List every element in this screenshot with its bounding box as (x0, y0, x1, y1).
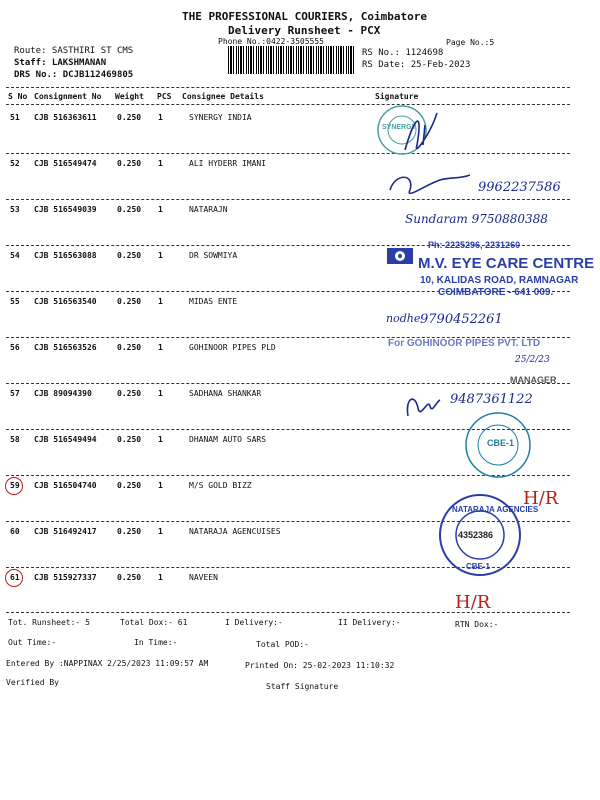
eye-care-name: M.V. EYE CARE CENTRE (418, 255, 595, 272)
row-weight: 0.250 (117, 527, 142, 536)
i-delivery: I Delivery:- (225, 618, 283, 627)
col-sno: S No (8, 92, 28, 101)
printed-on: Printed On: 25-02-2023 11:10:32 (245, 661, 395, 670)
out-time: Out Time:- (8, 638, 57, 647)
col-weight: Weight (115, 92, 144, 101)
in-time: In Time:- (134, 638, 178, 647)
row-consignee: NATARAJN (189, 205, 228, 214)
nataraja-stamp-name: NATARAJA AGENCIES (452, 505, 539, 514)
row-consignment: CJB 516563088 (34, 251, 97, 260)
row-pcs: 1 (158, 573, 163, 582)
handwritten-phone: 9962237586 (478, 180, 561, 195)
verified-by: Verified By (6, 678, 59, 687)
handwritten-hr: H/R (455, 592, 491, 613)
row-weight: 0.250 (117, 159, 142, 168)
row-pcs: 1 (158, 527, 163, 536)
phone-number: Phone No.:0422-3505555 (218, 37, 324, 46)
row-consignee: ALI HYDERR IMANI (189, 159, 267, 168)
rs-date: RS Date: 25-Feb-2023 (362, 60, 471, 70)
row-sno: 58 (10, 435, 20, 444)
row-sno: 55 (10, 297, 20, 306)
row-divider (6, 153, 570, 154)
row-weight: 0.250 (117, 297, 142, 306)
staff-signature: Staff Signature (266, 682, 339, 691)
row-sno: 51 (10, 113, 20, 122)
row-weight: 0.250 (117, 205, 142, 214)
row-pcs: 1 (158, 159, 163, 168)
total-pod: Total POD:- (256, 640, 309, 649)
row-weight: 0.250 (117, 435, 142, 444)
eye-care-address: 10, KALIDAS ROAD, RAMNAGAR (420, 275, 579, 286)
runsheet-title: Delivery Runsheet - PCX (228, 24, 381, 37)
row-consignee: M/S GOLD BIZZ (189, 481, 252, 490)
row-divider (6, 199, 570, 200)
row-consignee: MIDAS ENTE (189, 297, 238, 306)
row-consignee: NAVEEN (189, 573, 218, 582)
total-dox: Total Dox:- 61 (120, 618, 188, 627)
row-pcs: 1 (158, 205, 163, 214)
handwritten-name: Sundaram 9750880388 (405, 212, 548, 226)
row-consignee: NATARAJA AGENCUISES (189, 527, 281, 536)
signature-52 (385, 165, 475, 200)
company-title: THE PROFESSIONAL COURIERS, Coimbatore (182, 10, 428, 23)
eye-care-phone: Ph: 2225296, 2231260 (428, 240, 521, 250)
row-consignment: CJB 516549039 (34, 205, 97, 214)
ii-delivery: II Delivery:- (338, 618, 401, 627)
row-pcs: 1 (158, 389, 163, 398)
row-consignee: DHANAM AUTO SARS (189, 435, 267, 444)
manager-stamp: MANAGER (510, 375, 557, 385)
row-weight: 0.250 (117, 343, 142, 352)
row-sno: 60 (10, 527, 20, 536)
divider (6, 104, 570, 105)
barcode (228, 46, 354, 74)
row-consignment: CJB 516504740 (34, 481, 97, 490)
col-pcs: PCS (157, 92, 172, 101)
eye-care-city: COIMBATORE - 641 009. (438, 287, 554, 298)
row-sno: 61 (10, 573, 20, 582)
row-pcs: 1 (158, 113, 163, 122)
row-weight: 0.250 (117, 573, 142, 582)
handwritten-phone: 9487361122 (450, 392, 533, 407)
nataraja-stamp-code: 4352386 (458, 530, 494, 540)
row-consignee: SADHANA SHANKAR (189, 389, 262, 398)
row-consignment: CJB 516549474 (34, 159, 97, 168)
gohinoor-stamp: For GOHINOOR PIPES PVT. LTD (388, 338, 541, 349)
nataraja-stamp-city: CBE-1 (466, 562, 491, 571)
row-consignment: CJB 516549494 (34, 435, 97, 444)
handwritten-hr: H/R (523, 488, 559, 509)
row-pcs: 1 (158, 251, 163, 260)
eye-care-logo-icon (385, 244, 415, 268)
row-weight: 0.250 (117, 389, 142, 398)
col-signature: Signature (375, 92, 419, 101)
row-sno: 57 (10, 389, 20, 398)
row-consignment: CJB 516563540 (34, 297, 97, 306)
row-weight: 0.250 (117, 481, 142, 490)
row-sno: 59 (10, 481, 20, 490)
row-consignment: CJB 516492417 (34, 527, 97, 536)
page-number: Page No.:5 (446, 38, 495, 47)
rs-number: RS No.: 1124698 (362, 48, 444, 58)
row-consignment: CJB 516563526 (34, 343, 97, 352)
row-pcs: 1 (158, 481, 163, 490)
total-runsheet: Tot. Runsheet:- 5 (8, 618, 90, 627)
row-pcs: 1 (158, 297, 163, 306)
row-sno: 56 (10, 343, 20, 352)
entered-by: Entered By :NAPPINAX 2/25/2023 11:09:57 AM (6, 659, 209, 668)
row-consignee: SYNERGY INDIA (189, 113, 252, 122)
row-divider (6, 383, 570, 384)
row-sno: 53 (10, 205, 20, 214)
signature-57 (400, 388, 445, 423)
handwritten-date: 25/2/23 (515, 355, 550, 365)
rtn-dox: RTN Dox:- (455, 620, 499, 629)
row-consignee: DR SOWMIYA (189, 251, 238, 260)
row-weight: 0.250 (117, 251, 142, 260)
synergy-stamp-text: SYNERGY (382, 124, 417, 131)
row-pcs: 1 (158, 435, 163, 444)
divider (6, 87, 570, 88)
row-consignee: GOHINOOR PIPES PLD (189, 343, 276, 352)
dhanam-stamp-city: CBE-1 (487, 438, 515, 448)
col-consignment: Consignment No (34, 92, 102, 101)
row-consignment: CJB 515927337 (34, 573, 97, 582)
route: Route: SASTHIRI ST CMS (14, 46, 134, 56)
staff: Staff: LAKSHMANAN (14, 58, 107, 68)
signature-51 (395, 105, 445, 160)
row-weight: 0.250 (117, 113, 142, 122)
row-sno: 52 (10, 159, 20, 168)
handwritten-phone: 9790452261 (420, 312, 503, 327)
drs-number: DRS No.: DCJB112469805 (14, 70, 134, 80)
handwritten-name: nodhe (386, 312, 421, 325)
row-consignment: CJB 516363611 (34, 113, 97, 122)
row-pcs: 1 (158, 343, 163, 352)
row-sno: 54 (10, 251, 20, 260)
col-consignee: Consignee Details (182, 92, 264, 101)
row-consignment: CJB 89094390 (34, 389, 92, 398)
